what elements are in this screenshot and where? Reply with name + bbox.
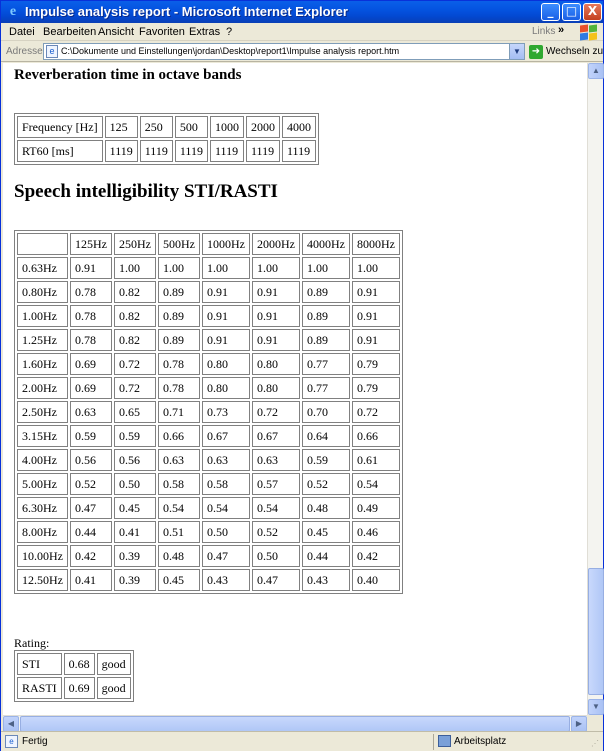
address-bar	[1, 42, 603, 62]
sti-value-cell: 0.48	[302, 497, 350, 519]
sti-value-cell: 0.47	[70, 497, 112, 519]
sti-value-cell: 0.78	[70, 329, 112, 351]
sti-value-cell: 0.91	[202, 305, 250, 327]
sti-value-cell: 0.78	[70, 305, 112, 327]
sti-value-cell: 0.51	[158, 521, 200, 543]
sti-value-cell: 0.59	[302, 449, 350, 471]
scroll-right-icon[interactable]: ▶	[571, 716, 587, 732]
sti-value-cell: 0.64	[302, 425, 350, 447]
sti-value-cell: 0.39	[114, 545, 156, 567]
sti-value-cell: 0.91	[252, 329, 300, 351]
sti-row	[17, 329, 400, 351]
sti-value-cell: 0.69	[70, 377, 112, 399]
address-input[interactable]	[43, 43, 525, 60]
sti-value-cell: 0.71	[158, 401, 200, 423]
links-toolbar[interactable]: Links	[532, 26, 556, 37]
sti-value-cell: 0.52	[302, 473, 350, 495]
sti-value-cell: 0.69	[70, 353, 112, 375]
rt60-cell: 1119	[105, 140, 138, 162]
title-bar[interactable]	[1, 1, 603, 23]
sti-row-label: 4.00Hz	[17, 449, 68, 471]
sti-row	[17, 377, 400, 399]
sti-value-cell: 0.52	[70, 473, 112, 495]
sti-value-cell: 0.66	[158, 425, 200, 447]
sti-column-header: 125Hz	[70, 233, 112, 255]
vertical-scrollbar[interactable]	[587, 63, 603, 715]
sti-column-header: 250Hz	[114, 233, 156, 255]
sti-value-cell: 0.48	[158, 545, 200, 567]
sti-value-cell: 0.50	[114, 473, 156, 495]
sti-value-cell: 0.42	[352, 545, 400, 567]
sti-value-cell: 0.91	[70, 257, 112, 279]
frequency-cell: 500	[175, 116, 208, 138]
sti-row	[17, 545, 400, 567]
resize-grip-icon[interactable]: ⋰	[591, 739, 599, 748]
sti-value-cell: 0.77	[302, 377, 350, 399]
sti-row	[17, 353, 400, 375]
sti-value-cell: 0.56	[70, 449, 112, 471]
sti-value-cell: 0.72	[252, 401, 300, 423]
sti-value-cell: 0.67	[252, 425, 300, 447]
status-separator	[433, 734, 434, 750]
sti-value-cell: 0.63	[202, 449, 250, 471]
sti-value-cell: 0.58	[158, 473, 200, 495]
sti-row	[17, 521, 400, 543]
rt60-cell: 1119	[210, 140, 244, 162]
security-zone: Arbeitsplatz	[454, 736, 507, 747]
sti-value-cell: 0.91	[352, 305, 400, 327]
sti-row	[17, 281, 400, 303]
sti-row	[17, 569, 400, 591]
sti-row-label: 3.15Hz	[17, 425, 68, 447]
close-button[interactable]: X	[583, 3, 602, 21]
address-label: Adresse	[6, 46, 43, 57]
sti-row	[17, 305, 400, 327]
sti-value-cell: 0.47	[202, 545, 250, 567]
horizontal-scrollbar[interactable]	[3, 715, 587, 731]
sti-value-cell: 0.79	[352, 377, 400, 399]
sti-value-cell: 0.78	[70, 281, 112, 303]
sti-value-cell: 0.54	[202, 497, 250, 519]
rating-value-cell: 0.69	[64, 677, 95, 699]
sti-row-label: 1.00Hz	[17, 305, 68, 327]
sti-value-cell: 0.91	[352, 329, 400, 351]
sti-value-cell: 1.00	[302, 257, 350, 279]
sti-row-label: 6.30Hz	[17, 497, 68, 519]
sti-value-cell: 0.72	[114, 377, 156, 399]
links-chevron[interactable]: »	[558, 24, 565, 36]
sti-row	[17, 257, 400, 279]
sti-value-cell: 0.82	[114, 281, 156, 303]
sti-value-cell: 0.73	[202, 401, 250, 423]
sti-row-label: 5.00Hz	[17, 473, 68, 495]
sti-column-header: 8000Hz	[352, 233, 400, 255]
reverb-table	[14, 113, 319, 165]
frequency-cell: 2000	[246, 116, 280, 138]
minimize-button[interactable]: _	[541, 3, 560, 21]
sti-row-label: 0.80Hz	[17, 281, 68, 303]
sti-value-cell: 0.80	[202, 353, 250, 375]
sti-value-cell: 0.70	[302, 401, 350, 423]
sti-row-label: 2.50Hz	[17, 401, 68, 423]
sti-value-cell: 0.82	[114, 305, 156, 327]
sti-value-cell: 0.91	[352, 281, 400, 303]
rating-verdict-cell: good	[97, 677, 131, 699]
sti-column-header: 4000Hz	[302, 233, 350, 255]
sti-value-cell: 0.52	[252, 521, 300, 543]
sti-row-label: 12.50Hz	[17, 569, 68, 591]
sti-column-header: 2000Hz	[252, 233, 300, 255]
sti-value-cell: 0.61	[352, 449, 400, 471]
sti-value-cell: 0.43	[302, 569, 350, 591]
window-title: Impulse analysis report - Microsoft Internet Explorer	[25, 4, 348, 19]
frequency-label-cell: Frequency [Hz]	[17, 116, 103, 138]
sti-value-cell: 0.47	[252, 569, 300, 591]
reverb-frequency-row	[17, 116, 316, 138]
rt60-cell: 1119	[175, 140, 208, 162]
sti-value-cell: 0.91	[252, 281, 300, 303]
scroll-up-icon[interactable]: ▲	[588, 63, 604, 79]
scroll-left-icon[interactable]: ◀	[3, 716, 19, 732]
sti-value-cell: 0.44	[70, 521, 112, 543]
sti-value-cell: 0.89	[302, 281, 350, 303]
rating-label-cell: STI	[17, 653, 62, 675]
page-icon: e	[46, 45, 58, 58]
sti-value-cell: 0.82	[114, 329, 156, 351]
sti-row-label: 1.60Hz	[17, 353, 68, 375]
sti-value-cell: 0.44	[302, 545, 350, 567]
sti-value-cell: 0.50	[202, 521, 250, 543]
go-button[interactable]: Wechseln zu	[546, 46, 604, 57]
reverb-heading: Reverberation time in octave bands	[14, 67, 242, 83]
sti-value-cell: 0.79	[352, 353, 400, 375]
rating-label-cell: RASTI	[17, 677, 62, 699]
sti-value-cell: 0.80	[252, 353, 300, 375]
sti-value-cell: 0.77	[302, 353, 350, 375]
sti-column-header: 1000Hz	[202, 233, 250, 255]
sti-value-cell: 0.54	[252, 497, 300, 519]
sti-value-cell: 0.41	[114, 521, 156, 543]
sti-value-cell: 1.00	[202, 257, 250, 279]
sti-value-cell: 0.66	[352, 425, 400, 447]
sti-value-cell: 0.45	[158, 569, 200, 591]
rt60-cell: 1119	[140, 140, 173, 162]
sti-value-cell: 0.91	[202, 281, 250, 303]
maximize-button[interactable]: □	[562, 3, 581, 21]
sti-value-cell: 0.78	[158, 353, 200, 375]
sti-value-cell: 1.00	[158, 257, 200, 279]
windows-logo-icon	[577, 23, 599, 41]
sti-value-cell: 0.89	[302, 305, 350, 327]
reverb-rt60-row	[17, 140, 316, 162]
menu-favoriten[interactable]: Favoriten	[139, 26, 185, 38]
rt60-cell: 1119	[282, 140, 316, 162]
rt60-cell: 1119	[246, 140, 280, 162]
scroll-down-icon[interactable]: ▼	[588, 699, 604, 715]
sti-value-cell: 0.91	[202, 329, 250, 351]
menu-bearbeiten[interactable]: Bearbeiten	[43, 26, 97, 38]
menu-extras[interactable]: Extras	[189, 26, 221, 38]
sti-header-row	[17, 233, 400, 255]
sti-row-label: 2.00Hz	[17, 377, 68, 399]
rt60-label-cell: RT60 [ms]	[17, 140, 103, 162]
sti-value-cell: 0.46	[352, 521, 400, 543]
sti-value-cell: 0.89	[158, 305, 200, 327]
sti-value-cell: 0.80	[202, 377, 250, 399]
sti-value-cell: 1.00	[252, 257, 300, 279]
rating-verdict-cell: good	[97, 653, 131, 675]
sti-column-header: 500Hz	[158, 233, 200, 255]
sti-value-cell: 0.89	[158, 329, 200, 351]
address-url[interactable]: C:\Dokumente und Einstellungen\jordan\Desktop\report1\Impulse analysis report.htm	[61, 46, 400, 56]
page-status-icon: e	[5, 735, 18, 748]
sti-value-cell: 0.56	[114, 449, 156, 471]
frequency-cell: 125	[105, 116, 138, 138]
sti-value-cell: 0.89	[302, 329, 350, 351]
sti-value-cell: 0.63	[70, 401, 112, 423]
sti-value-cell: 0.63	[252, 449, 300, 471]
sti-table	[14, 230, 403, 594]
sti-row	[17, 425, 400, 447]
sti-value-cell: 0.45	[302, 521, 350, 543]
sti-value-cell: 1.00	[114, 257, 156, 279]
page-content	[3, 63, 587, 715]
vertical-scroll-thumb[interactable]	[588, 568, 604, 695]
menu-ansicht[interactable]: Ansicht	[98, 26, 135, 38]
sti-value-cell: 0.78	[158, 377, 200, 399]
sti-value-cell: 0.89	[158, 281, 200, 303]
sti-value-cell: 0.39	[114, 569, 156, 591]
sti-value-cell: 0.67	[202, 425, 250, 447]
sti-corner-cell	[17, 233, 68, 255]
sti-value-cell: 0.41	[70, 569, 112, 591]
sti-heading: Speech intelligibility STI/RASTI	[14, 181, 278, 202]
sti-value-cell: 0.91	[252, 305, 300, 327]
menu-datei[interactable]: Datei	[9, 26, 35, 38]
address-dropdown-icon[interactable]: ▼	[509, 44, 524, 59]
sti-value-cell: 0.42	[70, 545, 112, 567]
sti-value-cell: 0.59	[70, 425, 112, 447]
sti-row	[17, 401, 400, 423]
internet-explorer-icon: e	[9, 4, 17, 19]
go-arrow-icon[interactable]: ➜	[529, 45, 543, 59]
horizontal-scroll-thumb[interactable]	[20, 716, 570, 732]
rating-table	[14, 650, 134, 702]
frequency-cell: 1000	[210, 116, 244, 138]
rating-label: Rating:	[14, 636, 50, 650]
sti-value-cell: 0.80	[252, 377, 300, 399]
sti-row	[17, 497, 400, 519]
sti-value-cell: 0.43	[202, 569, 250, 591]
sti-value-cell: 0.45	[114, 497, 156, 519]
sti-value-cell: 0.50	[252, 545, 300, 567]
sti-value-cell: 0.72	[352, 401, 400, 423]
menu-bar	[1, 23, 603, 41]
sti-value-cell: 0.58	[202, 473, 250, 495]
sti-value-cell: 0.57	[252, 473, 300, 495]
sti-row-label: 8.00Hz	[17, 521, 68, 543]
frequency-cell: 4000	[282, 116, 316, 138]
menu-help[interactable]: ?	[226, 26, 233, 38]
rating-row	[17, 653, 131, 675]
sti-row-label: 0.63Hz	[17, 257, 68, 279]
status-bar	[1, 731, 603, 751]
sti-value-cell: 1.00	[352, 257, 400, 279]
sti-value-cell: 0.54	[352, 473, 400, 495]
sti-row	[17, 449, 400, 471]
sti-value-cell: 0.59	[114, 425, 156, 447]
rating-row	[17, 677, 131, 699]
frequency-cell: 250	[140, 116, 173, 138]
sti-row-label: 10.00Hz	[17, 545, 68, 567]
sti-value-cell: 0.65	[114, 401, 156, 423]
sti-value-cell: 0.49	[352, 497, 400, 519]
sti-value-cell: 0.40	[352, 569, 400, 591]
computer-zone-icon	[438, 735, 451, 747]
sti-value-cell: 0.72	[114, 353, 156, 375]
sti-value-cell: 0.54	[158, 497, 200, 519]
sti-value-cell: 0.63	[158, 449, 200, 471]
sti-row-label: 1.25Hz	[17, 329, 68, 351]
sti-row	[17, 473, 400, 495]
rating-value-cell: 0.68	[64, 653, 95, 675]
status-text: Fertig	[22, 736, 48, 747]
